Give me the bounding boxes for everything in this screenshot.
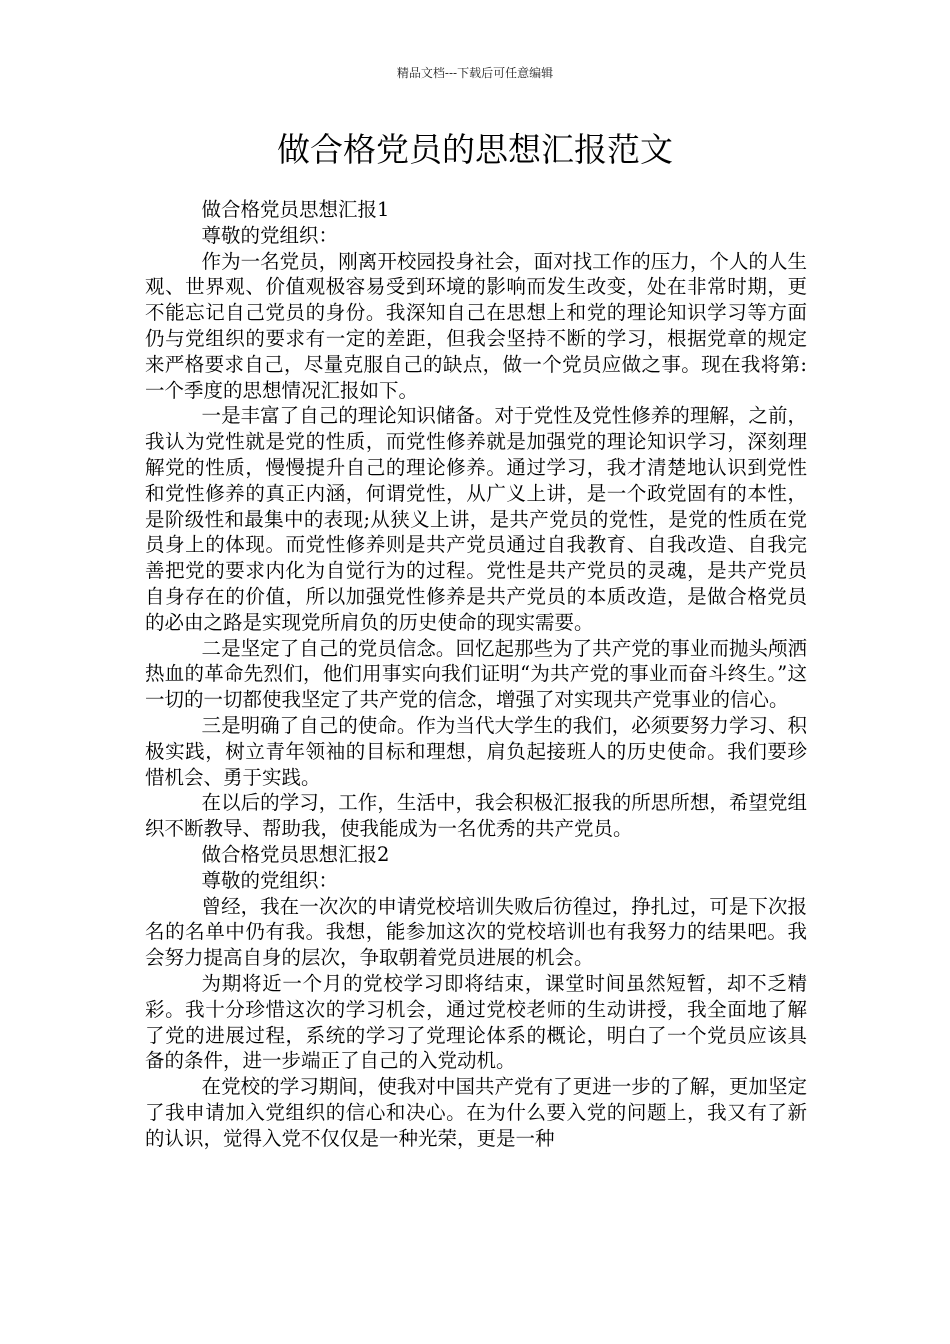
document-title: 做合格党员的思想汇报范文: [277, 130, 673, 169]
body-paragraph: 二是坚定了自己的党员信念。回忆起那些为了共产党的事业而抛头颅洒热血的革命先烈们，他们用事实向我们证明“为共产党的事业而奋斗终生。”这一切的一切都使我坚定了共产党的信念，增强了对实现共产党事业的信心。: [145, 636, 807, 712]
body-paragraph: 作为一名党员，刚离开校园投身社会，面对找工作的压力，个人的人生观、世界观、价值观极容易受到环境的影响而发生改变，处在非常时期，更不能忘记自己党员的身份。我深知自己在思想上和党的理论知识学习等方面仍与党组织的要求有一定的差距，但我会坚持不断的学习，根据党章的规定来严格要求自己，尽量克服自己的缺点，做一个党员应做之事。现在我将第:一个季度的思想情况汇报如下。: [145, 249, 807, 402]
body-paragraph: 三是明确了自己的使命。作为当代大学生的我们，必须要努力学习、积极实践，树立青年领袖的目标和理想，肩负起接班人的历史使命。我们要珍惜机会、勇于实践。: [145, 713, 807, 789]
body-paragraph: 一是丰富了自己的理论知识储备。对于党性及党性修养的理解，之前，我认为党性就是党的性质，而党性修养就是加强党的理论知识学习，深刻理解党的性质，慢慢提升自己的理论修养。通过学习，我才清楚地认识到党性和党性修养的真正内涵，何谓党性，从广义上讲，是一个政党固有的本性，是阶级性和最集中的表现;从狭义上讲，是共产党员的党性，是党的性质在党员身上的体现。而党性修养则是共产党员通过自我教育、自我改造、自我完善把党的要求内化为自觉行为的过程。党性是共产党员的灵魂，是共产党员自身存在的价值，所以加强党性修养是共产党员的本质改造，是做合格党员的必由之路是实现党所肩负的历史使命的现实需要。: [145, 404, 807, 634]
body-paragraph: 在党校的学习期间，使我对中国共产党有了更进一步的了解，更加坚定了我申请加入党组织的信心和决心。在为什么要入党的问题上，我又有了新的认识，觉得入党不仅仅是一种光荣，更是一种: [145, 1075, 807, 1150]
body-paragraph: 在以后的学习，工作，生活中，我会积极汇报我的所思所想，希望党组织不断教导、帮助我，使我能成为一名优秀的共产党员。: [145, 791, 807, 841]
section-heading: 做合格党员思想汇报2: [201, 842, 390, 866]
salutation: 尊敬的党组织：: [201, 223, 339, 247]
section-heading: 做合格党员思想汇报1: [201, 198, 390, 221]
body-paragraph: 为期将近一个月的党校学习即将结束，课堂时间虽然短暂，却不乏精彩。我十分珍惜这次的学习机会，通过党校老师的生动讲授，我全面地了解了党的进展过程，系统的学习了党理论体系的概论，明白了一个党员应该具备的条件，进一步端正了自己的入党动机。: [145, 971, 807, 1073]
document-body: [145, 197, 807, 1151]
salutation: 尊敬的党组织：: [201, 868, 339, 892]
header-note: 精品文档---下载后可任意编辑: [396, 66, 554, 80]
body-paragraph: 曾经，我在一次次的申请党校培训失败后彷徨过，挣扎过，可是下次报名的名单中仍有我。我想，能参加这次的党校培训也有我努力的结果吧。我会努力提高自身的层次，争取朝着党员进展的机会。: [145, 894, 807, 970]
